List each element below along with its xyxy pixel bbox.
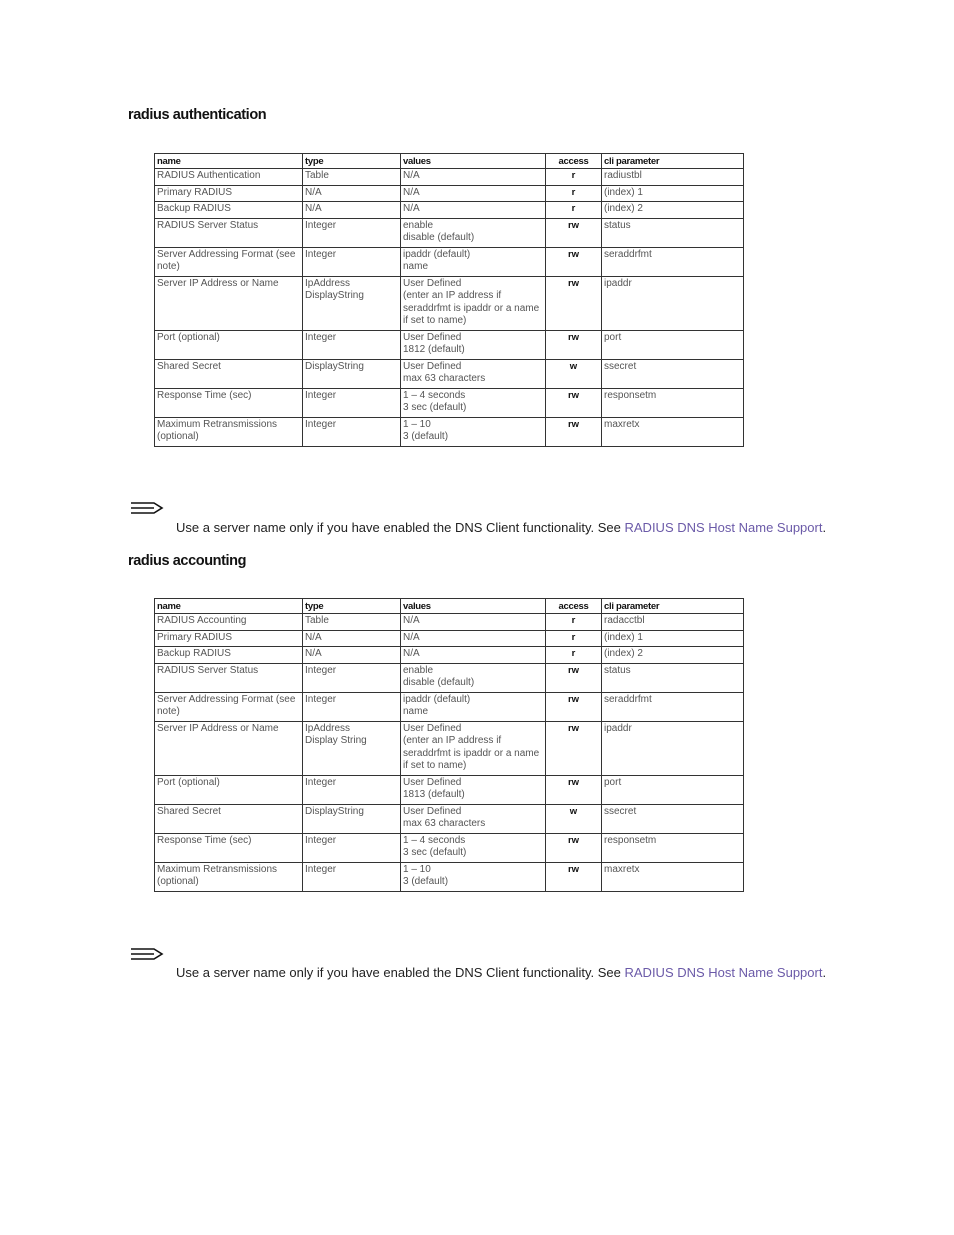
cell-name: Backup RADIUS — [155, 647, 303, 664]
table-row — [155, 330, 744, 359]
cell-name: Shared Secret — [155, 359, 303, 388]
cell-access: rw — [546, 417, 602, 446]
table-header-row — [155, 154, 744, 169]
cell-values: ipaddr (default) name — [401, 692, 546, 721]
table-row — [155, 692, 744, 721]
cell-values: 1 – 10 3 (default) — [401, 862, 546, 891]
column-header-cli-parameter: cli parameter — [602, 599, 744, 614]
cell-access: r — [546, 614, 602, 631]
cell-cli-parameter: port — [602, 330, 744, 359]
cell-type: N/A — [303, 630, 401, 647]
cell-type: DisplayString — [303, 804, 401, 833]
cell-type: Integer — [303, 862, 401, 891]
cell-access: rw — [546, 218, 602, 247]
cell-access: r — [546, 185, 602, 202]
column-header-access: access — [546, 599, 602, 614]
cell-values: N/A — [401, 614, 546, 631]
cell-values: 1 – 10 3 (default) — [401, 417, 546, 446]
cell-values: N/A — [401, 185, 546, 202]
dns-host-name-support-link[interactable]: RADIUS DNS Host Name Support — [624, 965, 823, 980]
table-row — [155, 862, 744, 891]
cell-access: rw — [546, 330, 602, 359]
table-row — [155, 663, 744, 692]
table-row — [155, 218, 744, 247]
column-header-name: name — [155, 599, 303, 614]
table-row — [155, 721, 744, 775]
note-text: Use a server name only if you have enabled the DNS Client functionality. See — [176, 965, 625, 980]
cell-name: Port (optional) — [155, 775, 303, 804]
cell-access: rw — [546, 388, 602, 417]
column-header-cli-parameter: cli parameter — [602, 154, 744, 169]
cell-cli-parameter: status — [602, 663, 744, 692]
cell-access: r — [546, 202, 602, 219]
table-row — [155, 833, 744, 862]
note-suffix: . — [822, 965, 827, 980]
cell-access: rw — [546, 862, 602, 891]
table-row — [155, 417, 744, 446]
cell-access: rw — [546, 833, 602, 862]
table-row — [155, 804, 744, 833]
table-row — [155, 359, 744, 388]
column-header-values: values — [401, 599, 546, 614]
cell-values: enable disable (default) — [401, 218, 546, 247]
cell-name: Server IP Address or Name — [155, 721, 303, 775]
cell-name: RADIUS Server Status — [155, 663, 303, 692]
cell-type: Integer — [303, 775, 401, 804]
cell-cli-parameter: radacctbl — [602, 614, 744, 631]
note-text: Use a server name only if you have enabled the DNS Client functionality. See — [176, 520, 625, 535]
cell-type: IpAddress DisplayString — [303, 276, 401, 330]
cell-cli-parameter: ssecret — [602, 804, 744, 833]
cell-cli-parameter: seraddrfmt — [602, 247, 744, 276]
cell-type: N/A — [303, 185, 401, 202]
table-row — [155, 247, 744, 276]
table-row — [155, 775, 744, 804]
cell-values: N/A — [401, 169, 546, 186]
cell-access: rw — [546, 247, 602, 276]
table-row — [155, 647, 744, 664]
cell-access: r — [546, 169, 602, 186]
note-pencil-icon — [130, 500, 164, 516]
cell-values: N/A — [401, 630, 546, 647]
cell-cli-parameter: responsetm — [602, 833, 744, 862]
cell-values: enable disable (default) — [401, 663, 546, 692]
section-title-accounting: radius accounting — [128, 553, 247, 569]
cell-values: User Defined 1813 (default) — [401, 775, 546, 804]
column-header-access: access — [546, 154, 602, 169]
cell-name: RADIUS Server Status — [155, 218, 303, 247]
cell-cli-parameter: (index) 2 — [602, 647, 744, 664]
cell-cli-parameter: responsetm — [602, 388, 744, 417]
cell-cli-parameter: (index) 1 — [602, 185, 744, 202]
authentication-parameter-table — [154, 153, 744, 447]
cell-cli-parameter: ssecret — [602, 359, 744, 388]
cell-type: Integer — [303, 388, 401, 417]
cell-access: w — [546, 804, 602, 833]
cell-type: Integer — [303, 247, 401, 276]
cell-values: 1 – 4 seconds 3 sec (default) — [401, 388, 546, 417]
cell-values: ipaddr (default) name — [401, 247, 546, 276]
cell-type: Integer — [303, 833, 401, 862]
cell-cli-parameter: status — [602, 218, 744, 247]
cell-access: r — [546, 630, 602, 647]
cell-name: RADIUS Accounting — [155, 614, 303, 631]
cell-type: Integer — [303, 330, 401, 359]
cell-name: Server Addressing Format (see note) — [155, 247, 303, 276]
cell-cli-parameter: seraddrfmt — [602, 692, 744, 721]
cell-type: Table — [303, 614, 401, 631]
cell-cli-parameter: (index) 1 — [602, 630, 744, 647]
accounting-note — [176, 965, 826, 980]
section-title-authentication: radius authentication — [128, 107, 267, 123]
table-row — [155, 169, 744, 186]
cell-access: rw — [546, 721, 602, 775]
cell-cli-parameter: (index) 2 — [602, 202, 744, 219]
cell-name: Primary RADIUS — [155, 630, 303, 647]
table-row — [155, 185, 744, 202]
authentication-note — [176, 520, 826, 535]
cell-name: RADIUS Authentication — [155, 169, 303, 186]
cell-values: User Defined (enter an IP address if seraddrfmt is ipaddr or a name if set to name) — [401, 721, 546, 775]
cell-values: User Defined max 63 characters — [401, 804, 546, 833]
cell-access: rw — [546, 663, 602, 692]
cell-type: Integer — [303, 417, 401, 446]
cell-name: Port (optional) — [155, 330, 303, 359]
cell-name: Response Time (sec) — [155, 388, 303, 417]
cell-access: r — [546, 647, 602, 664]
cell-type: Integer — [303, 663, 401, 692]
cell-name: Maximum Retransmissions (optional) — [155, 862, 303, 891]
cell-access: rw — [546, 775, 602, 804]
table-row — [155, 388, 744, 417]
cell-cli-parameter: maxretx — [602, 417, 744, 446]
cell-cli-parameter: ipaddr — [602, 721, 744, 775]
note-suffix: . — [822, 520, 827, 535]
cell-name: Shared Secret — [155, 804, 303, 833]
cell-name: Server Addressing Format (see note) — [155, 692, 303, 721]
table-header-row — [155, 599, 744, 614]
table-row — [155, 202, 744, 219]
cell-type: IpAddress Display String — [303, 721, 401, 775]
cell-values: N/A — [401, 202, 546, 219]
cell-values: 1 – 4 seconds 3 sec (default) — [401, 833, 546, 862]
column-header-type: type — [303, 154, 401, 169]
cell-cli-parameter: port — [602, 775, 744, 804]
cell-type: N/A — [303, 647, 401, 664]
cell-cli-parameter: radiustbl — [602, 169, 744, 186]
cell-type: N/A — [303, 202, 401, 219]
cell-values: User Defined 1812 (default) — [401, 330, 546, 359]
column-header-type: type — [303, 599, 401, 614]
accounting-parameter-table — [154, 598, 744, 892]
column-header-name: name — [155, 154, 303, 169]
cell-cli-parameter: maxretx — [602, 862, 744, 891]
table-row — [155, 276, 744, 330]
cell-name: Maximum Retransmissions (optional) — [155, 417, 303, 446]
cell-cli-parameter: ipaddr — [602, 276, 744, 330]
table-row — [155, 614, 744, 631]
table-row — [155, 630, 744, 647]
column-header-values: values — [401, 154, 546, 169]
cell-name: Primary RADIUS — [155, 185, 303, 202]
dns-host-name-support-link[interactable]: RADIUS DNS Host Name Support — [624, 520, 823, 535]
cell-values: User Defined (enter an IP address if seraddrfmt is ipaddr or a name if set to name) — [401, 276, 546, 330]
cell-access: rw — [546, 276, 602, 330]
cell-access: w — [546, 359, 602, 388]
cell-name: Backup RADIUS — [155, 202, 303, 219]
cell-type: DisplayString — [303, 359, 401, 388]
cell-name: Response Time (sec) — [155, 833, 303, 862]
cell-values: N/A — [401, 647, 546, 664]
cell-type: Integer — [303, 218, 401, 247]
cell-values: User Defined max 63 characters — [401, 359, 546, 388]
cell-access: rw — [546, 692, 602, 721]
note-pencil-icon — [130, 946, 164, 962]
cell-name: Server IP Address or Name — [155, 276, 303, 330]
cell-type: Integer — [303, 692, 401, 721]
cell-type: Table — [303, 169, 401, 186]
